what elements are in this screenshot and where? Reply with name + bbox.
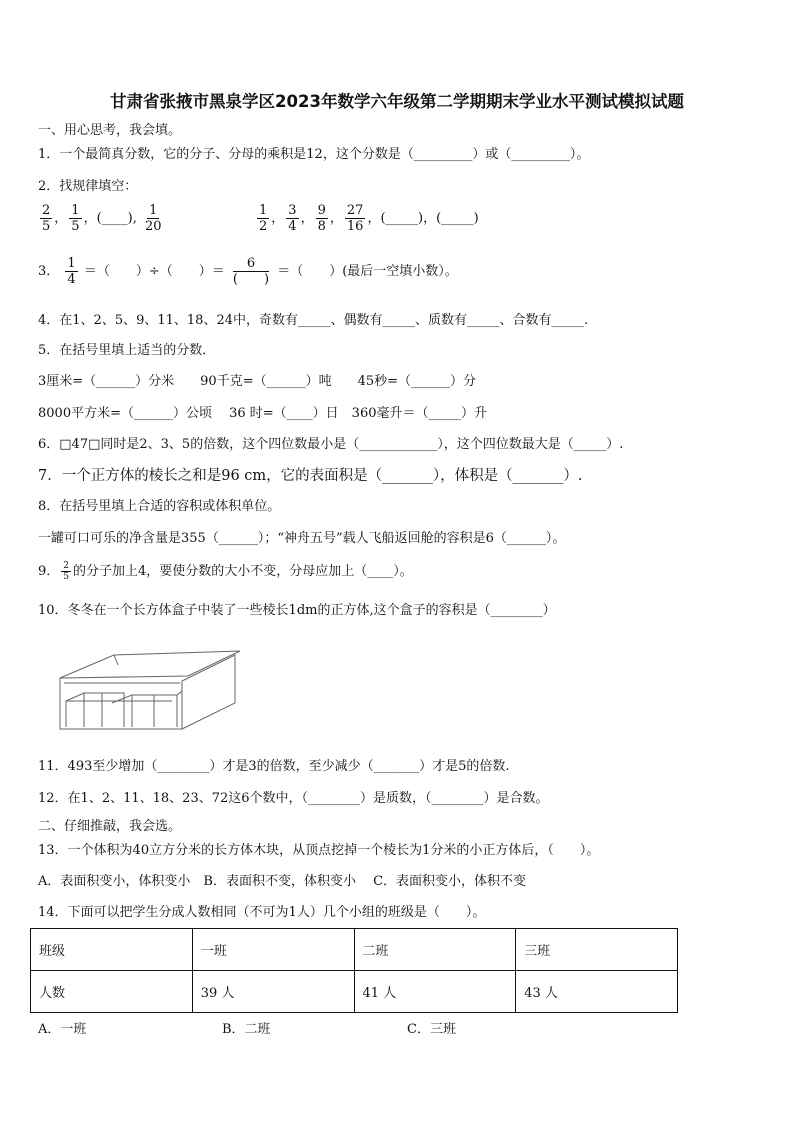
question-5-row-2: 8000平方米=（______）公顷 36 时=（____）日 360毫升＝（_____）升 xyxy=(38,406,487,421)
table-row xyxy=(31,929,678,971)
table-cell: 人数 xyxy=(31,971,193,1013)
table-cell: 43 人 xyxy=(516,971,678,1013)
fraction: $\frac{9}{8}$ xyxy=(317,203,326,234)
question-8-heading: 8．在括号里填上合适的容积或体积单位。 xyxy=(38,499,281,514)
question-6: 6．□47□同时是2、3、5的倍数，这个四位数最小是（____________），这个四位数最大是（_____）. xyxy=(38,437,624,452)
equation-middle: ＝（ ）÷（ ）＝ xyxy=(83,264,225,279)
fraction: $\frac{1}{4}$ xyxy=(67,256,76,287)
fraction: $\frac{3}{4}$ xyxy=(288,203,297,234)
question-5-heading: 5．在括号里填上适当的分数． xyxy=(38,343,216,358)
question-14-option-b: B．二班 xyxy=(222,1022,271,1037)
question-9-text: 的分子加上4，要使分数的大小不变，分母应加上（____）。 xyxy=(73,564,413,579)
table-cell: 一班 xyxy=(192,929,354,971)
blank: (____), xyxy=(96,211,137,226)
table-cell: 41 人 xyxy=(354,971,516,1013)
question-9 xyxy=(38,561,413,582)
question-4: 4．在1、2、5、9、11、18、24中，奇数有_____、偶数有_____、质数有_____、合数有_____. xyxy=(38,313,589,328)
fraction: $\frac{1}{2}$ xyxy=(259,203,268,234)
table-cell: 二班 xyxy=(354,929,516,971)
question-14-stem: 14．下面可以把学生分成人数相同（不可为1人）几个小组的班级是（ ）。 xyxy=(38,905,486,920)
fraction: $\frac{2}{5}$ xyxy=(42,203,51,234)
fraction: $\frac{1}{20}$ xyxy=(145,203,162,234)
question-2-left-sequence: $\frac{2}{5}$ ， $\frac{1}{5}$ ，(____), $\frac{1}{20}$ xyxy=(42,203,162,234)
fraction: $\frac{1}{5}$ xyxy=(71,203,80,234)
question-8-body: 一罐可口可乐的净含量是355（______）；“神舟五号”载人飞船返回舱的容积是6（______）。 xyxy=(38,531,566,546)
fraction: $\frac{6}{( )}$ xyxy=(232,256,270,287)
question-number: 3． xyxy=(38,264,60,279)
equation-tail: ＝（ ）(最后一空填小数）。 xyxy=(277,264,458,279)
exam-title: 甘肃省张掖市黑泉学区2023年数学六年级第二学期期末学业水平测试模拟试题 xyxy=(110,92,684,111)
question-5-row-1: 3厘米=（______）分米 90千克=（______）吨 45秒=（______）分 xyxy=(38,374,477,389)
table-cell: 班级 xyxy=(31,929,193,971)
question-1: 1．一个最简真分数，它的分子、分母的乘积是12，这个分数是（_________）或（_________）。 xyxy=(38,147,590,162)
table-cell: 39 人 xyxy=(192,971,354,1013)
fraction: $\frac{27}{16}$ xyxy=(346,203,364,234)
section-2-heading: 二、仔细推敲，我会选。 xyxy=(38,819,182,834)
question-number: 9． xyxy=(38,564,60,579)
box-figure xyxy=(52,643,247,733)
question-12: 12．在1、2、11、18、23、72这6个数中，（________）是质数，（________）是合数。 xyxy=(38,791,549,806)
section-1-heading: 一、用心思考，我会填。 xyxy=(38,123,182,138)
question-10: 10．冬冬在一个长方体盒子中装了一些棱长1dm的正方体,这个盒子的容积是（________） xyxy=(38,603,556,618)
question-11: 11．493至少增加（________）才是3的倍数，至少减少（_______）才是5的倍数. xyxy=(38,759,510,774)
question-7: 7．一个正方体的棱长之和是96 cm，它的表面积是（_______），体积是（_______）. xyxy=(38,468,583,484)
question-13-options: A．表面积变小，体积变小 B．表面积不变，体积变小 C．表面积变小，体积不变 xyxy=(38,874,527,889)
blanks: ，(_____)，(_____) xyxy=(367,211,479,226)
table-row xyxy=(31,971,678,1013)
question-3 xyxy=(38,256,458,287)
question-13-stem: 13．一个体积为40立方分米的长方体木块，从顶点挖掉一个棱长为1分米的小正方体后，（ ）。 xyxy=(38,843,600,858)
question-14-option-c: C．三班 xyxy=(407,1022,456,1037)
table-cell: 三班 xyxy=(516,929,678,971)
class-size-table xyxy=(30,928,678,1013)
question-2-heading: 2．找规律填空： xyxy=(38,179,138,194)
fraction: $\frac{2}{5}$ xyxy=(63,561,70,582)
question-14-option-a: A．一班 xyxy=(38,1022,87,1037)
question-2-right-sequence: $\frac{1}{2}$ ， $\frac{3}{4}$ ， $\frac{9}{8}$ ， $\frac{27}{16}$ ，(_____)，(_____) xyxy=(259,203,479,234)
